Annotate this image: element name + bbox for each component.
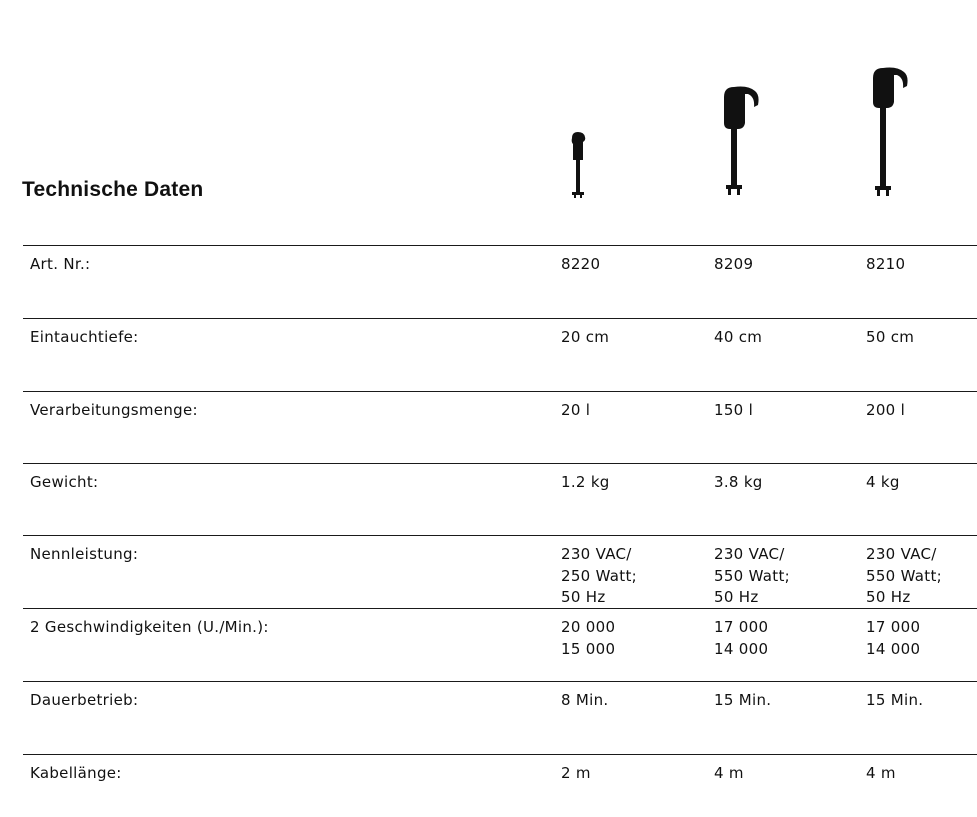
row-label: Dauerbetrieb: (30, 691, 139, 709)
table-row (23, 391, 977, 464)
row-label: Gewicht: (30, 473, 99, 491)
table-cell: 3.8 kg (714, 473, 763, 491)
table-row (23, 535, 977, 609)
table-cell: 17 000 14 000 (714, 618, 769, 658)
table-cell: 4 m (866, 764, 896, 782)
table-cell: 200 l (866, 401, 906, 419)
row-label: Eintauchtiefe: (30, 328, 139, 346)
row-label: Art. Nr.: (30, 255, 91, 273)
table-cell: 230 VAC/ 250 Watt; 50 Hz (561, 545, 637, 606)
table-row (23, 681, 977, 755)
table-cell: 4 m (714, 764, 744, 782)
hand-blender-large-icon (868, 64, 912, 204)
table-cell: 17 000 14 000 (866, 618, 921, 658)
table-cell: 40 cm (714, 328, 763, 346)
page-title: Technische Daten (22, 178, 204, 201)
table-row (23, 608, 977, 682)
table-row (23, 463, 977, 536)
table-cell: 50 cm (866, 328, 915, 346)
table-cell: 15 Min. (866, 691, 924, 709)
table-cell: 20 cm (561, 328, 610, 346)
table-cell: 230 VAC/ 550 Watt; 50 Hz (714, 545, 790, 606)
table-row (23, 245, 977, 319)
row-label: Nennleistung: (30, 545, 139, 563)
table-cell: 15 Min. (714, 691, 772, 709)
hand-blender-medium-icon (718, 83, 762, 203)
table-cell: 8220 (561, 255, 601, 273)
table-cell: 2 m (561, 764, 591, 782)
table-cell: 4 kg (866, 473, 900, 491)
table-cell: 150 l (714, 401, 754, 419)
table-cell: 8210 (866, 255, 906, 273)
row-label: Verarbeitungsmenge: (30, 401, 198, 419)
table-row (23, 318, 977, 392)
hand-blender-small-icon (566, 130, 590, 202)
table-row (23, 754, 977, 815)
row-label: 2 Geschwindigkeiten (U./Min.): (30, 618, 269, 636)
table-cell: 1.2 kg (561, 473, 610, 491)
table-cell: 8209 (714, 255, 754, 273)
row-label: Kabellänge: (30, 764, 122, 782)
table-cell: 8 Min. (561, 691, 609, 709)
table-cell: 20 l (561, 401, 591, 419)
table-cell: 230 VAC/ 550 Watt; 50 Hz (866, 545, 942, 606)
table-cell: 20 000 15 000 (561, 618, 616, 658)
